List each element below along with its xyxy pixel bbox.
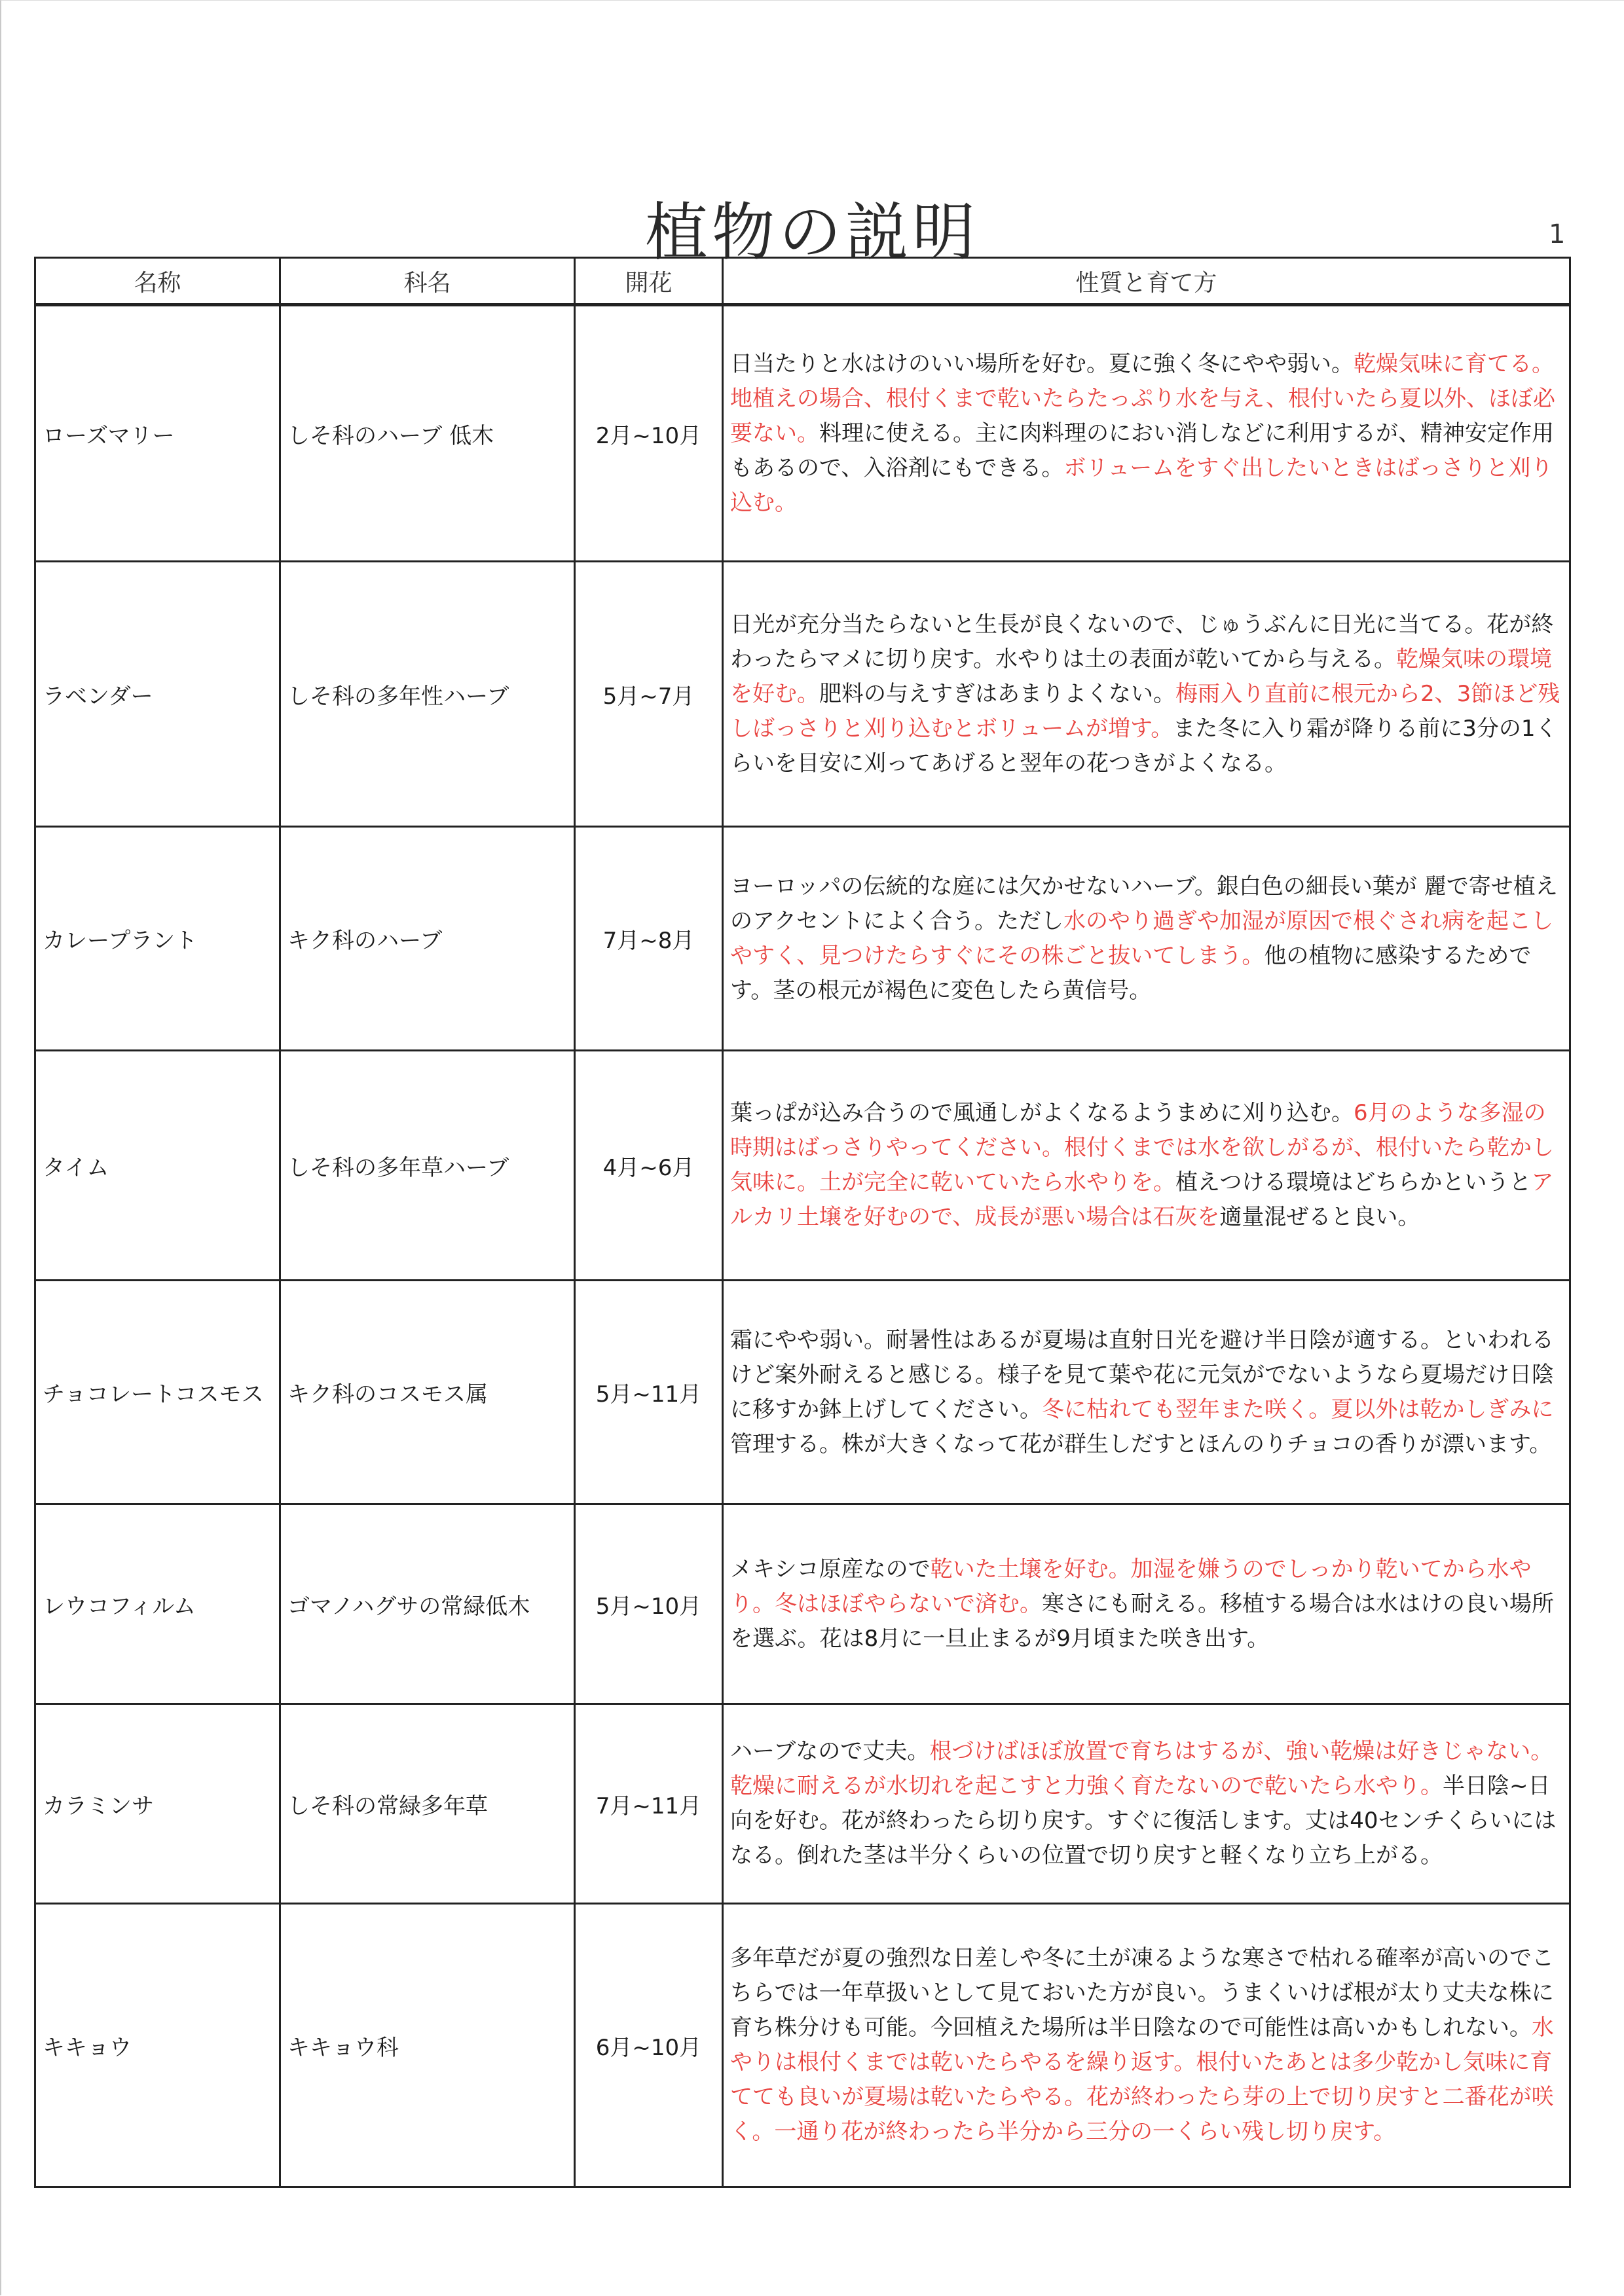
plant-family: しそ科のハーブ 低木 [280,305,575,562]
description-text: 葉っぱが込み合うので風通しがよくなるようまめに刈り込む。 [730,1100,1354,1126]
description-text: 他の植物に感染するためです。茎の根元が褐色に変色したら黄信号。 [730,942,1532,1004]
description-highlight: 水のやり過ぎや加湿が原因で根ぐされ病を起こしやすく、見つけたらすぐにその株ごと抜いてしまう。 [730,907,1553,969]
plant-description [723,1051,1570,1281]
description-text: 日当たりと水はけのいい場所を好む。夏に強く冬にやや弱い。 [730,350,1354,377]
plant-name: ラベンダー [35,562,280,827]
plant-family: キク科のコスモス属 [280,1281,575,1504]
plant-family: ゴマノハグサの常緑低木 [280,1504,575,1704]
table-row [35,305,1570,562]
plant-description [723,1504,1570,1704]
description-text: ヨーロッパの伝統的な庭には欠かせないハーブ。銀白色の細長い葉が 麗で寄せ植えのアクセントによく合う。ただし [730,873,1558,934]
table-row [35,1704,1570,1904]
plant-name: カレープラント [35,827,280,1051]
plant-description [723,562,1570,827]
description-text: ハーブなので丈夫。 [730,1738,930,1764]
table-row [35,1904,1570,2187]
table-row [35,1504,1570,1704]
plant-description [723,827,1570,1051]
header-description: 性質と育て方 [723,258,1570,305]
description-highlight: 梅雨入り直前に根元から2、3節ほど残しばっさりと刈り込むとボリュームが増す。 [730,680,1560,742]
description-text: メキシコ原産なので [730,1556,931,1582]
plant-family: しそ科の多年性ハーブ [280,562,575,827]
plant-bloom-period: 7月~8月 [575,827,723,1051]
description-text: 寒さにも耐える。移植する場合は水はけの良い場所を選ぶ。花は8月に一旦止まるが9月頃また咲き出す。 [730,1590,1554,1652]
description-text: 適量混ぜると良い。 [1219,1204,1420,1230]
plant-family: キキョウ科 [280,1904,575,2187]
plant-name: キキョウ [35,1904,280,2187]
header-family: 科名 [280,258,575,305]
description-highlight: 乾燥気味の環境を好む。 [730,646,1552,707]
description-text: 多年草だが夏の強烈な日差しや冬に土が凍るような寒さで枯れる確率が高いのでこちらでは一年草扱いとして見ておいた方が良い。うまくいけば根が太り丈夫な株に育ち株分けも可能。今回植えた場所は半日陰なので可能性は高いかもしれない。 [730,1945,1554,2041]
description-text: 肥料の与えすぎはあまりよくない。 [819,680,1175,707]
plant-name: ローズマリー [35,305,280,562]
plant-description [723,305,1570,562]
plant-name: カラミンサ [35,1704,280,1904]
description-highlight: 6月のような多湿の時期はばっさりやってください。根付くまでは水を欲しがるが、根付いたら乾かし気味に。土が完全に乾いていたら水やりを。 [730,1100,1554,1195]
page-title: 植物の説明 [645,196,979,270]
plant-name: レウコフィルム [35,1504,280,1704]
plant-family: しそ科の多年草ハーブ [280,1051,575,1281]
plant-description [723,1281,1570,1504]
plant-family: しそ科の常緑多年草 [280,1704,575,1904]
plant-bloom-period: 5月~10月 [575,1504,723,1704]
table-row [35,1281,1570,1504]
description-highlight: 乾いた土壌を好む。加湿を嫌うのでしっかり乾いてから水やり。冬はほぼやらないで済む。 [730,1556,1532,1617]
description-highlight: アルカリ土壌を好むので、成長が悪い場合は石灰を [730,1169,1554,1230]
header-name: 名称 [35,258,280,305]
description-text: 日光が充分当たらないと生長が良くないので、じゅうぶんに日光に当てる。花が終わったらマメに切り戻す。水やりは土の表面が乾いてから与える。 [730,611,1554,672]
description-highlight: 乾燥気味に育てる。地植えの場合、根付くまで乾いたらたっぷり水を与え、根付いたら夏以外、ほぼ必要ない。 [730,350,1556,446]
table-row [35,827,1570,1051]
plant-bloom-period: 4月~6月 [575,1051,723,1281]
description-highlight: 水やりは根付くまでは乾いたらやるを繰り返す。根付いたあとは多少乾かし気味に育てても良いが夏場は乾いたらやる。花が終わったら芽の上で切り戻すと二番花が咲く。一通り花が終わったら半分から三分の一くらい残し切り戻す。 [730,2014,1554,2145]
description-highlight: 根づけばほぼ放置で育ちはするが、強い乾燥は好きじゃない。乾燥に耐えるが水切れを起こすと力強く育たないので乾いたら水やり。 [730,1738,1553,1799]
description-text: また冬に入り霜が降りる前に3分の1くらいを目安に刈ってあげると翌年の花つきがよくなる。 [730,715,1558,776]
plant-bloom-period: 5月~7月 [575,562,723,827]
plant-bloom-period: 7月~11月 [575,1704,723,1904]
table-row [35,562,1570,827]
plant-family: キク科のハーブ [280,827,575,1051]
page-number: 1 [1549,219,1566,249]
plant-bloom-period: 2月~10月 [575,305,723,562]
description-text: 管理する。株が大きくなって花が群生しだすとほんのりチョコの香りが漂います。 [730,1430,1552,1457]
plant-name: チョコレートコスモス [35,1281,280,1504]
description-highlight: 冬に枯れても翌年また咲く。夏以外は乾かしぎみに [1042,1396,1554,1423]
plant-description [723,1904,1570,2187]
plant-table [34,257,1571,2188]
table-header-row [35,258,1570,305]
description-text: 料理に使える。主に肉料理のにおい消しなどに利用するが、精神安定作用もあるので、入浴剤にもできる。 [730,420,1554,481]
description-text: 霜にやや弱い。耐暑性はあるが夏場は直射日光を避け半日陰が適する。といわれるけど案外耐えると感じる。様子を見て葉や花に元気がでないようなら夏場だけ日陰に移すか鉢上げしてください。 [730,1326,1554,1423]
header-bloom: 開花 [575,258,723,305]
plant-description [723,1704,1570,1904]
description-text: 植えつける環境はどちらかというと [1175,1169,1532,1195]
plant-name: タイム [35,1051,280,1281]
table-row [35,1051,1570,1281]
description-text: 半日陰~日向を好む。花が終わったら切り戻す。すぐに復活します。丈は40センチくらいにはなる。倒れた茎は半分くらいの位置で切り戻すと軽くなり立ち上がる。 [730,1773,1557,1868]
plant-bloom-period: 5月~11月 [575,1281,723,1504]
plant-bloom-period: 6月~10月 [575,1904,723,2187]
description-highlight: ボリュームをすぐ出したいときはばっさりと刈り込む。 [730,454,1553,516]
